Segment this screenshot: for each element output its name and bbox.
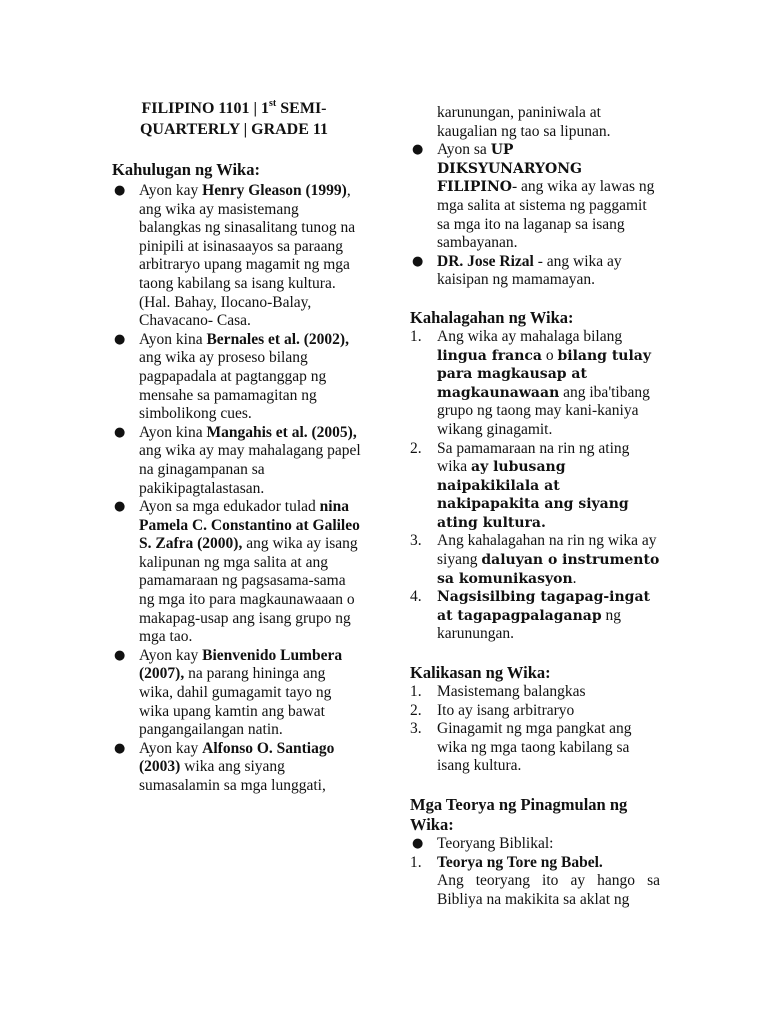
numbered-item: 2. Ito ay isang arbitraryo [410, 701, 575, 719]
right-column [410, 0, 660, 909]
author-name: DR. Jose Rizal [437, 252, 534, 270]
author-name: Henry Gleason (1999) [202, 182, 347, 199]
numbered-item: 2. Sa pamamaraan na rin ng ating wika ay lubusang naipakikilala at nakipapakita ang siyang ating kultura. [410, 439, 630, 531]
list-item: ● Ayon kay Bienvenido Lumbera (2007), na parang hininga ang wika, dahil gumagamit tayo ng wika upang kamtin ang bawat pangangailangan natin. [114, 646, 343, 739]
numbered-item: 4. Nagsisilbing tagapag-ingat at tagapagpalaganap ng karunungan. [410, 588, 651, 643]
bullet-icon: ● [412, 253, 424, 269]
author-name: Bernales et al. (2002), [206, 330, 349, 348]
heading-kahalagahan: Kahalagahan ng Wika: [410, 307, 574, 327]
title-line1-end: SEMI- [276, 100, 327, 117]
author-name: Mangahis et al. (2005), [206, 423, 357, 441]
kahulugan-list [112, 182, 362, 796]
teorya-list [410, 854, 660, 910]
list-item: ● Ayon sa UP DIKSYUNARYONG FILIPINO- ang wika ay lawas ng mga salita at sistema ng paggamit sa mga ito na laganap sa isang sambayanan. [412, 141, 655, 252]
author-name: Alfonso O. Santiago (2003) [139, 739, 335, 776]
kalikasan-list [410, 683, 660, 776]
document-title [106, 98, 362, 140]
item-number: 3. [410, 532, 422, 550]
list-item: ● Ayon kina Bernales et al. (2002), ang wika ay proseso bilang pagpapadala at pagtanggap ng mensahe sa pamamagitan ng simbolikong cues. [114, 330, 349, 423]
kahulugan-list-continued [410, 141, 660, 290]
heading-teorya: Mga Teorya ng Pinagmulan ng Wika: [410, 795, 628, 834]
teorya-bullet-list [410, 835, 660, 854]
item-number: 1. [410, 683, 422, 701]
numbered-item: 3. Ang kahalagahan na rin ng wika ay siyang daluyan o instrumento sa komunikasyon. [410, 532, 660, 587]
bullet-icon: ● [114, 331, 126, 347]
title-superscript: st [269, 97, 277, 109]
bullet-icon: ● [412, 142, 424, 158]
bullet-icon: ● [114, 183, 126, 198]
item-number: 4. [410, 588, 422, 606]
heading-kahulugan: Kahulugan ng Wika: [112, 160, 260, 179]
list-item: ● Ayon kay Alfonso O. Santiago (2003) wika ang siyang sumasalamin sa mga lunggati, [114, 739, 335, 794]
numbered-item: 1. Masistemang balangkas [410, 683, 586, 701]
item-number: 2. [410, 439, 422, 457]
theory-title: Teorya ng Tore ng Babel. [437, 853, 603, 871]
author-name: Bienvenido Lumbera (2007), [139, 646, 343, 683]
list-item-continuation: karunungan, paniniwala at kaugalian ng tao sa lipunan. [437, 104, 611, 140]
heading-kalikasan: Kalikasan ng Wika: [410, 663, 551, 683]
theory-body: Ang teoryang ito ay hango sa Bibliya na makikita sa aklat ng [437, 872, 660, 908]
title-line1: FILIPINO 1101 | 1 [141, 100, 270, 117]
list-item: ● Teoryang Biblikal: [412, 835, 554, 852]
author-name: nina Pamela C. Constantino at Galileo S. Zafra (2000), [139, 498, 360, 553]
list-item: ● DR. Jose Rizal - ang wika ay kaisipan ng mamamayan. [412, 252, 622, 289]
source-name: UP DIKSYUNARYONG FILIPINO [437, 142, 582, 196]
bullet-icon: ● [114, 424, 126, 440]
bullet-icon: ● [114, 499, 126, 515]
bullet-icon: ● [114, 647, 126, 663]
list-item: ● Ayon kina Mangahis et al. (2005), ang wika ay may mahalagang papel na ginagampanan sa pakikipagtalastasan. [114, 423, 361, 497]
left-column [112, 0, 362, 796]
numbered-item [410, 854, 660, 910]
item-number: 1. [410, 853, 422, 871]
list-item: ● Ayon sa mga edukador tulad nina Pamela C. Constantino at Galileo S. Zafra (2000), ang wika ay isang kalipunan ng mga salita at ang pamamaraan ng pagsasama-sama ng mga ito para magkaunawaaan o makapag-usap ang isang grupo ng mga tao. [114, 498, 360, 646]
list-item: ● Ayon kay Henry Gleason (1999), ang wika ay masistemang balangkas ng sinasalitang tunog na pinipili at isinasaayos sa paraang arbitraryo upang magamit ng mga taong kabilang sa isang kultura. (Hal. Bahay, Ilocano-Balay, Chavacano- Casa. [114, 182, 356, 330]
numbered-item: 1. Ang wika ay mahalaga bilang lingua franca o bilang tulay para magkausap at magkaunawaan ang iba'tibang grupo ng taong may kani-kaniya wikang ginagamit. [410, 327, 651, 438]
bullet-icon: ● [114, 740, 126, 756]
item-number: 1. [410, 327, 422, 345]
kahalagahan-list [410, 328, 660, 644]
item-number: 2. [410, 701, 422, 719]
numbered-item: 3. Ginagamit ng mga pangkat ang wika ng mga taong kabilang sa isang kultura. [410, 720, 632, 775]
title-line2: QUARTERLY | GRADE 11 [139, 121, 329, 138]
item-number: 3. [410, 720, 422, 738]
bullet-icon: ● [412, 836, 424, 851]
